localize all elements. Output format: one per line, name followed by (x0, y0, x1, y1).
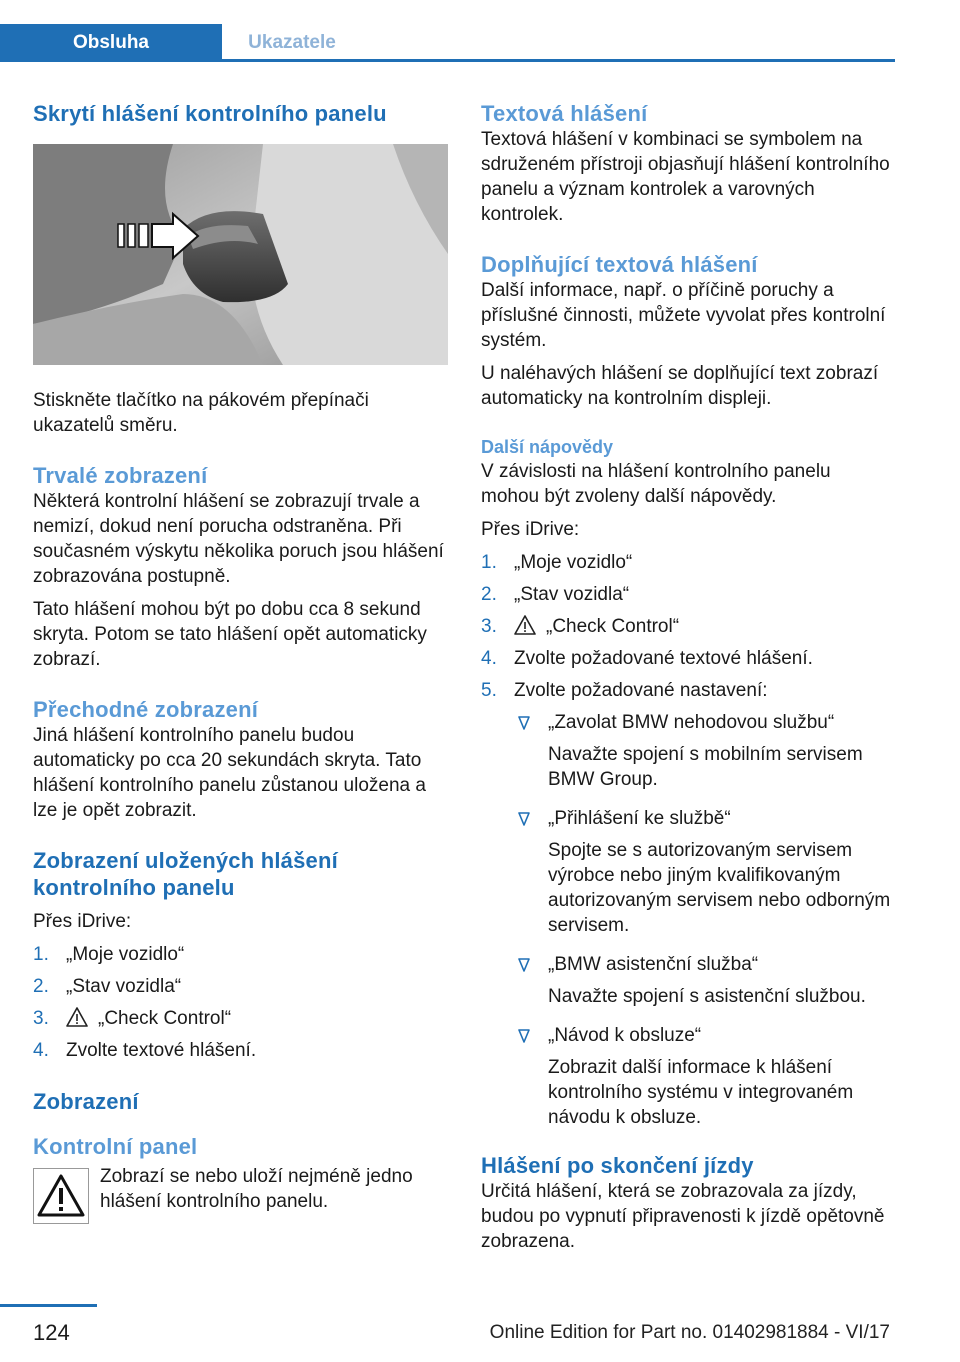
triangle-bullet-icon (518, 812, 530, 826)
stored-steps-list (33, 942, 448, 1063)
list-item: 3. „Check Control“ (33, 1008, 232, 1029)
list-item: 2. „Stav vozidla“ (33, 976, 182, 997)
list-item: 2. „Stav vozidla“ (481, 584, 630, 605)
list-item: 3. „Check Control“ (481, 616, 680, 637)
press-button-text: Stiskněte tlačítko na pákovém přepínači ukazatelů směru. (33, 390, 369, 436)
header-tabs (0, 24, 895, 62)
triangle-bullet-icon (518, 716, 530, 730)
page-footer (0, 1304, 960, 1362)
help-steps-list (481, 550, 891, 703)
list-item: „BMW asistenční služba“ Navažte spojení s asistenční službou. (514, 952, 891, 1009)
heading-further-help: Další nápovědy (481, 437, 614, 457)
page-number: 124 (33, 1320, 70, 1345)
warning-triangle-icon (33, 1168, 89, 1224)
heading-text-messages: Textová hlášení (481, 101, 648, 126)
list-item: „Návod k obsluze“ Zobrazit další informace k hlášení kontrolního systému v integrovaném návodu k obsluze. (514, 1023, 891, 1130)
header-rule (0, 59, 895, 62)
triangle-bullet-icon (518, 1029, 530, 1043)
help-options-list (514, 710, 891, 1130)
list-item: „Přihlášení ke službě“ Spojte se s autorizovaným servisem výrobce nebo jiným kvalifikovaným autorizovaným servisem nebo odborným servisem. (514, 806, 891, 938)
control-panel-note (33, 1164, 448, 1224)
heading-control-panel: Kontrolní panel (33, 1134, 198, 1159)
list-item: 1. „Moje vozidlo“ (481, 552, 633, 573)
permanent-paragraph-1: Některá kontrolní hlášení se zobrazují trvale a nemizí, dokud není porucha odstraněna. Při současném výskytu několika poruch jsou hlášení zobrazována postupně. (33, 491, 444, 587)
warning-triangle-icon (514, 615, 536, 635)
heading-supplementary-messages: Doplňující textová hlášení (481, 252, 758, 277)
footer-rule (0, 1304, 97, 1307)
edition-text: Online Edition for Part no. 01402981884 - VI/17 (489, 1322, 890, 1343)
temporary-paragraph-1: Jiná hlášení kontrolního panelu budou automaticky po cca 20 sekundách skryta. Tato hlášení kontrolního panelu zůstanou uložena a lze je opět zobrazit. (33, 725, 426, 821)
list-item: 4. Zvolte požadované textové hlášení. (481, 648, 813, 669)
text-messages-paragraph: Textová hlášení v kombinaci se symbolem na sdruženém přístroji objasňují hlášení kontrolního panelu a význam kontrolek a varovných kontrolek. (481, 129, 890, 225)
section-title-hide-messages: Skrytí hlášení kontrolního panelu (33, 101, 387, 126)
warning-triangle-icon (66, 1007, 88, 1027)
further-help-paragraph: V závislosti na hlášení kontrolního panelu mohou být zvoleny další nápovědy. (481, 461, 831, 507)
list-item: „Zavolat BMW nehodovou službu“ Navažte spojení s mobilním servisem BMW Group. (514, 710, 891, 792)
heading-temporary-display: Přechodné zobrazení (33, 697, 259, 722)
supplementary-paragraph-1: Další informace, např. o příčině poruchy a příslušné činnosti, můžete vyvolat přes kontrolní systém. (481, 280, 886, 351)
further-help-via-idrive: Přes iDrive: (481, 519, 580, 540)
permanent-paragraph-2: Tato hlášení mohou být po dobu cca 8 sekund skryta. Potom se tato hlášení opět automaticky zobrazí. (33, 599, 427, 670)
heading-after-drive-messages: Hlášení po skončení jízdy (481, 1153, 754, 1178)
list-item: 4. Zvolte textové hlášení. (33, 1040, 257, 1061)
after-drive-paragraph: Určitá hlášení, která se zobrazovala za jízdy, budou po vypnutí připravenosti k jízdě opětovně zobrazena. (481, 1181, 885, 1252)
heading-stored-messages: Zobrazení uložených hlášení kontrolního panelu (33, 848, 338, 900)
tab-obsluha[interactable]: Obsluha (0, 24, 222, 62)
triangle-bullet-icon (518, 958, 530, 972)
supplementary-paragraph-2: U naléhavých hlášení se doplňující text zobrazí automaticky na kontrolním displeji. (481, 363, 879, 409)
stored-via-idrive: Přes iDrive: (33, 911, 132, 932)
list-item: 1. „Moje vozidlo“ (33, 944, 185, 965)
heading-permanent-display: Trvalé zobrazení (33, 463, 208, 488)
list-item: 5. Zvolte požadované nastavení: (481, 680, 768, 701)
tab-ukazatele[interactable]: Ukazatele (248, 32, 336, 53)
heading-display: Zobrazení (33, 1089, 139, 1114)
right-column (481, 100, 891, 1254)
turn-signal-lever-photo (33, 144, 448, 365)
control-panel-text: Zobrazí se nebo uloží nejméně jedno hlášení kontrolního panelu. (100, 1166, 413, 1212)
left-column (33, 100, 448, 1224)
